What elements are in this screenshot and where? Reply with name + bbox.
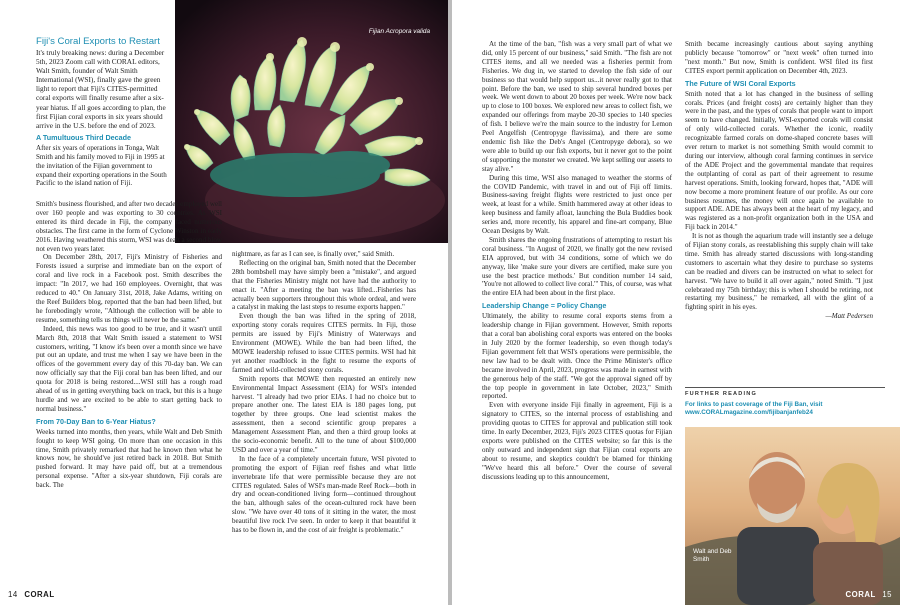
- right-folio: [846, 590, 892, 599]
- page-number: 15: [882, 590, 892, 599]
- column-1-lower: [36, 200, 222, 588]
- page-number: 14: [8, 590, 18, 599]
- intro-paragraph: It's truly breaking news: during a December 5th, 2023 Zoom call with CORAL editors, Walt Smith, founder of Walt Smith International (WSI), finally gave the green light to report that Fiji's CITES-permitted coral exports will finally resume after a six-year hiatus. If all goes according to plan, the first Fijian coral exports in six years should arrive in the U.S. before the end of 2023.: [36, 48, 166, 130]
- section-heading: The Future of WSI Coral Exports: [685, 78, 796, 88]
- paragraph: Indeed, this news was too good to be true, and it wasn't until March 8th, 2018 that Walt Smith issued a statement to WSI customers, writing, "I know it's been over a month since we have put out an update, and trust me when I say we have been in the offices of the government every day of this 70-day ban. We can now officially say that the Fiji coral ban has been lifted, and our quota for 2018 is being restored....WSI still has a rough road ahead of us in getting everything back on track, but this is a huge hurdle and we are excited to be able to start getting back to normal business.": [36, 324, 222, 413]
- column-3: [482, 40, 672, 592]
- intro-text: [36, 48, 168, 130]
- paragraph: Even with everyone inside Fiji finally in agreement, Fiji is a signatory to CITES, so the internal process of establishing and providing quotas to CITES for approval and publication still took time. In early December, 2023, Fiji's 2023 CITES quotas for Fijian exports were published on the CITES website; so far this is the only outward and independent sign that Fijian coral exports are about to resume, and skeptics couldn't be blamed for thinking "We've heard this all before." Over the course of several discussions leading up to this announcement,: [482, 401, 672, 481]
- paragraph: Reflecting on the original ban, Smith noted that the December 28th bombshell may have simply been a "mistake", and argued that the Fisheries Ministry might not have had the authority to enact it. "After a meeting the ban was lifted...Fisheries has actually been supporters throughout this whole ordeal, and were a catalyst in making the last steps to resume exports happen.": [232, 258, 416, 312]
- portrait-caption: [693, 548, 731, 564]
- magazine-name: CORAL: [845, 590, 876, 599]
- paragraph: Smith reports that MOWE then requested an entirely new Environmental Impact Assessment (EIA) for WSI's intended harvest. "I already had two prior EIAs. I had no choice but to prepare another one. The latest EIA is 180 pages long, put together by three groups. One lead scientist makes the assessment, then a second scientific group prepares a Management Assessment Plan, and then a third group looks at the socio-economic benefit. All to the tune of about $100,000 USD and over a year of time.": [232, 374, 416, 454]
- paragraph: At the time of the ban, "fish was a very small part of what we did, only 15 percent of our business," said Smith. "The fish are not CITES items, and all we needed was a fisheries permit from Fisheries. We dug in, we started to develop the fish side of our business so that would help support us...it never really got to that point. Before the ban, we used to ship several hundred boxes per week. We went down to about 20 boxes per week. We're now back up to close to 100 boxes. We explored new areas to collect fish, we expanded our offerings from maybe 20-30 species to 140 species of fish. I believe we're the main source to the industry for Lemon Peel Angelfish (Centropyge flavissima), and there are some endemic fish like the Deb's Angel (Centropyge debora), so we were able to build up our fish exports, but it never got to the point of supporting the monster we created. We kept selling our assets to stay alive.": [482, 40, 672, 173]
- intro-column: [36, 36, 168, 201]
- author-signature: —Matt Pedersen: [825, 312, 873, 321]
- column-2: [232, 250, 416, 590]
- right-page: [452, 0, 900, 605]
- further-reading-link[interactable]: For links to past coverage of the Fiji Ban, visit www.CORALmagazine.com/fijibanjanfeb24: [685, 401, 823, 416]
- paragraph: On December 28th, 2017, Fiji's Ministry of Fisheries and Forests issued a surprise and immediate ban on the export of coral and live rock in a Facebook post. Smith describes the impact: "In 2017, we had 160 employees. Overnight, that was reduced to 40." On January 31st, 2018, Jake Adams, writing on the Reef Builders blog, reported that the ban had been lifted, but he forebodingly wrote, "Although the collection will be able to resume, something tells us things will never be the same.": [36, 253, 222, 324]
- column-4: [685, 40, 873, 380]
- article-title: Fiji's Coral Exports to Restart: [36, 36, 160, 47]
- paragraph: In the face of a completely uncertain future, WSI pivoted to promoting the export of Fijian reef fishes and what little invertebrate life that were permissible because they are not CITES regulated. Sales of WSI's man-made Reef Rock—both in dry and ocean-conditioned living form—continued throughout the ban, although sales of the ocean-cultured rock have been slow. "We have over 40 tons of it sitting in the water, the most beautiful live rock I've seen. In order to keep it that beautiful it has to be flown in, and the cost of air freight is problematic.": [232, 454, 416, 535]
- section-heading: A Tumultuous Third Decade: [36, 132, 132, 142]
- further-reading-label: FURTHER READING: [685, 391, 758, 397]
- portrait-photo: [685, 427, 900, 605]
- section-heading: From 70-Day Ban to 6-Year Hiatus?: [36, 416, 156, 426]
- paragraph: Weeks turned into months, then years, while Walt and Deb Smith fought to keep WSI going. On more than one occasion in this time, Smith privately remarked that had he known then what he knows now, he should've just retired back in 2018. But Smith pushed forward. It may have paid off, but at a tremendous personal expense. "After a six-year shutdown, Fiji corals are back. The: [36, 427, 222, 490]
- paragraph: Smith's business flourished, and after two decades employed well over 160 people and was exporting to 30 countries. As WSI entered its third decade in Fiji, the company faced numerous obstacles. The first came in the form of Cyclone Winston in early 2016. Having weathered this storm, WSI was dealt a second blow not even two years later.: [36, 200, 222, 253]
- further-reading: [685, 387, 885, 417]
- left-page: [0, 0, 448, 605]
- paragraph: It is not as though the aquarium trade will instantly see a deluge of Fijian stony corals, as reestablishing this supply chain will take time. Smith has already started discussions with long-standing customers to ascertain what they desire to purchase so systems can be readied and divers can be instructed on what to select for harvest. "We have to build it all over again," noted Smith. "I just celebrated my 75th birthday; this is when I should be retiring, not restarting my business," he remarked, all with the glint of a fighting spirit in his eyes.: [685, 232, 873, 312]
- paragraph: Smith noted that a lot has changed in the business of selling corals. Prices (and freight costs) are certainly higher than they were in the past, and the types of corals that people want to import seem to have changed. Initially, WSI-exported corals will consist of only wild-collected corals. Whether the iconic, readily recognizable farmed corals on dome-shaped concrete bases will ever return to market is not something Smith would commit to during our interview, although coral farming continues in service of the ADE Project and the governmental mandate that requires the outplanting of coral as part of their agreement to resume harvest operations. Smith, looking forward, hopes that, "ADE will now become a more prominent feature of our profile. As our core business resumes, the money will once again be available to support ADE. ADE has always been at the heart of my legacy, and was registered as a non-profit organization both in the USA and Fiji back in 2014.": [685, 89, 873, 232]
- paragraph: Ultimately, the ability to resume coral exports stems from a leadership change in Fijian government. However, Smith reports that a coral ban abolishing coral exports was entered on the books in July 2020 by the former leadership, so even though today's Fijian government felt that WSI's operations were permissible, the new law had to be dealt with. Once the Prime Minister's office became involved in April, 2023, progress was made in earnest with the generous help of the staff. "We got the approval signed off by the top people in government in late October, 2023," Smith reported.: [482, 312, 672, 401]
- walt-and-deb-image: [685, 427, 900, 605]
- section-heading: Leadership Change = Policy Change: [482, 301, 607, 311]
- paragraph: Smith shares the ongoing frustrations of attempting to restart his coral business. "In August of 2020, we finally got the new revised EIA approved, but with 34 conditions, some of which we do anyway, like 'make sure your divers are certified, make sure you use the best practice methods.' But condition number 14 said, 'You're not allowed to collect live coral.'" This, of course, was what the entire EIA had been about in the first place.: [482, 235, 672, 298]
- paragraph: After six years of operations in Tonga, Walt Smith and his family moved to Fiji in 1995 at the invitation of the Fijian government to expand their exporting operations in the South Pacific to the island nation of Fiji.: [36, 143, 167, 188]
- paragraph: Even though the ban was lifted in the spring of 2018, exporting stony corals requires CITES permits. In Fiji, those permits are issued by Fiji's Ministry of Waterways and Environment (MOWE). While the ban had been lifted, the MOWE leadership refused to issue CITES permits. WSI had hit yet another roadblock in the fight to resume the exports of farmed and wild-collected stony corals.: [232, 312, 416, 374]
- divider: [685, 387, 885, 388]
- paragraph: Smith became increasingly cautious about saying anything publicly because "tomorrow" or "next week" often turned into "next month." But now, Smith is confident. WSI filed its first CITES export permit application on December 4th, 2023.: [685, 40, 873, 75]
- paragraph: nightmare, as far as I can see, is finally over," said Smith.: [232, 250, 395, 258]
- magazine-name: CORAL: [24, 590, 55, 599]
- caption-line: Walt and Deb: [693, 548, 732, 555]
- paragraph: During this time, WSI also managed to weather the storms of the COVID Pandemic, with travel in and out of Fiji off limits. Business-saving freight flights were restricted to just once per week, at least for a while. Smith hammered away at other ideas to keep business and family afloat, launching the Bula Buddies book series and, more recently, his apparel and fine-art company, Blue Ocean Designs by Walt.: [482, 173, 672, 236]
- photo-caption: Fijian Acropora valida: [368, 28, 430, 35]
- left-folio: [8, 590, 55, 599]
- caption-line: Smith: [693, 556, 710, 563]
